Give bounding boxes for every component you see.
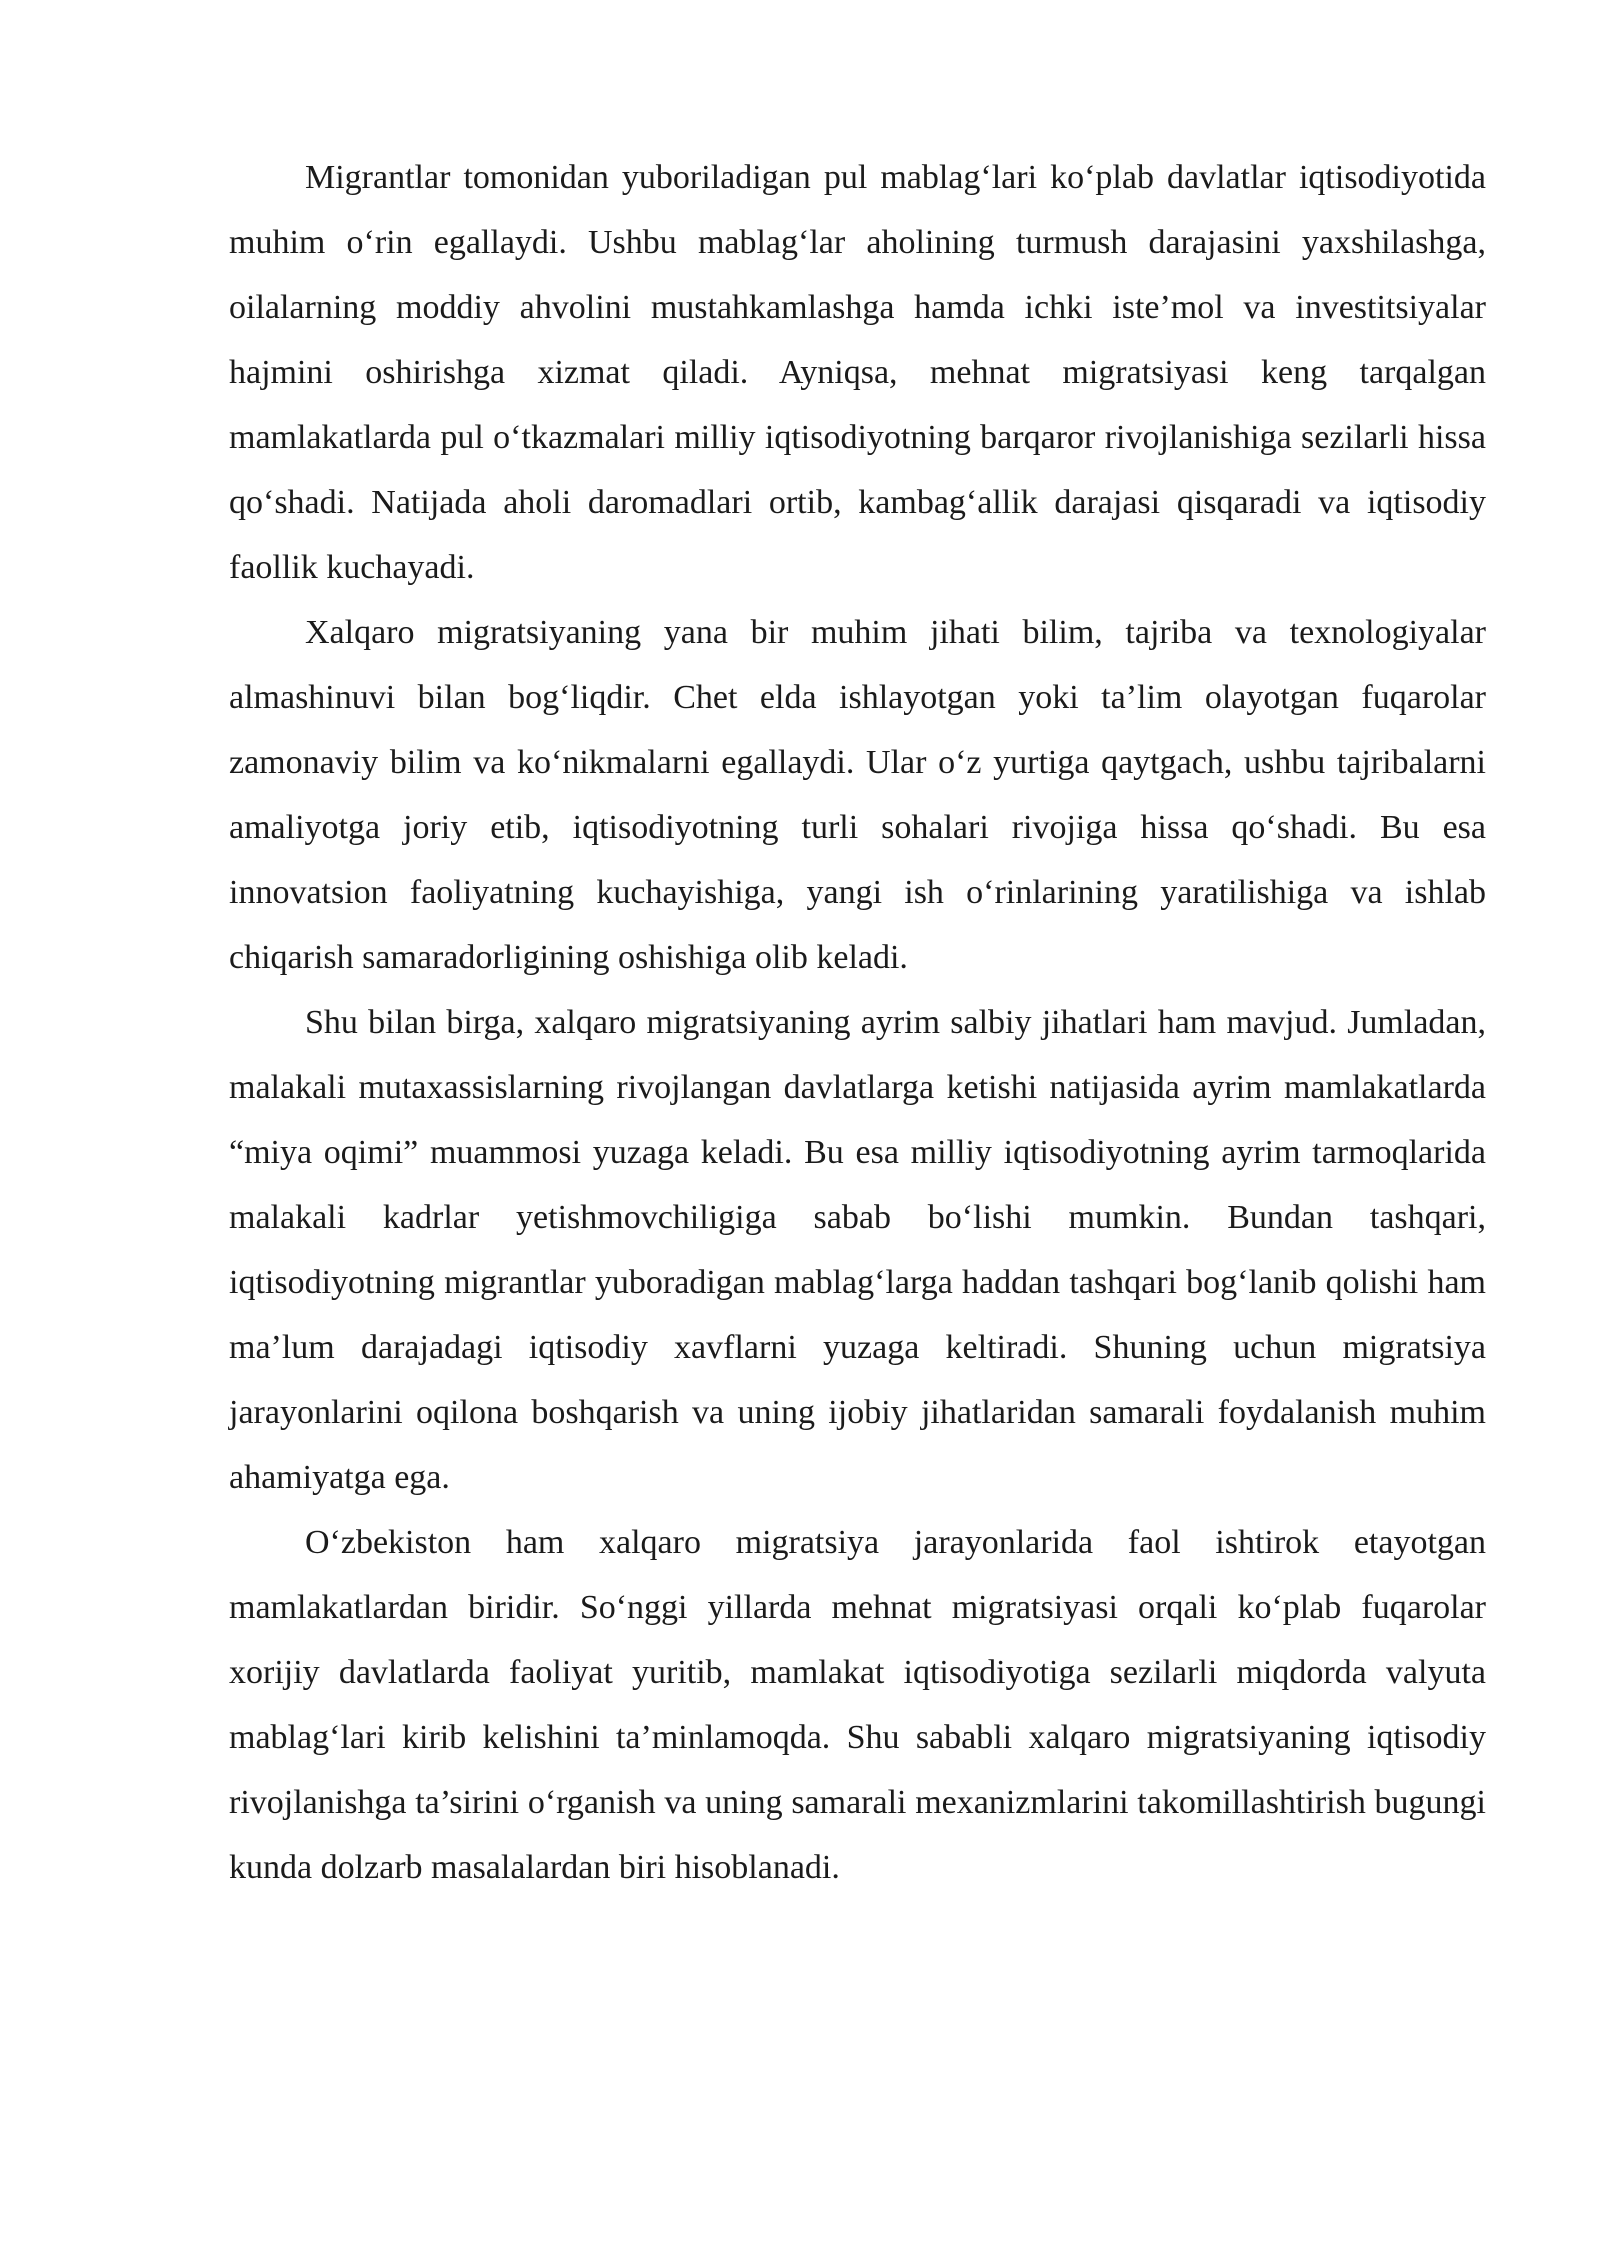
body-text — [229, 145, 1486, 1900]
paragraph-uzbekistan: O‘zbekiston ham xalqaro migratsiya jarayonlarida faol ishtirok etayotgan mamlakatlardan biridir. So‘nggi yillarda mehnat migratsiyasi orqali ko‘plab fuqarolar xorijiy davlatlarda faoliyat yuritib, mamlakat iqtisodiyotiga sezilarli miqdorda valyuta mablag‘lari kirib kelishini ta’minlamoqda. Shu sababli xalqaro migratsiyaning iqtisodiy rivojlanishga ta’sirini o‘rganish va uning samarali mexanizmlarini takomillashtirish bugungi kunda dolzarb masalalardan biri hisoblanadi. — [229, 1524, 1486, 1886]
paragraph-remittances: Migrantlar tomonidan yuboriladigan pul mablag‘lari ko‘plab davlatlar iqtisodiyotida muhim o‘rin egallaydi. Ushbu mablag‘lar aholining turmush darajasini yaxshilashga, oilalarning moddiy ahvolini mustahkamlashga hamda ichki iste’mol va investitsiyalar hajmini oshirishga xizmat qiladi. Ayniqsa, mehnat migratsiyasi keng tarqalgan mamlakatlarda pul o‘tkazmalari milliy iqtisodiyotning barqaror rivojlanishiga sezilarli hissa qo‘shadi. Natijada aholi daromadlari ortib, kambag‘allik darajasi qisqaradi va iqtisodiy faollik kuchayadi. — [229, 159, 1486, 586]
paragraph-negative-aspects: Shu bilan birga, xalqaro migratsiyaning ayrim salbiy jihatlari ham mavjud. Jumladan, malakali mutaxassislarning rivojlangan davlatlarga ketishi natijasida ayrim mamlakatlarda “miya oqimi” muammosi yuzaga keladi. Bu esa milliy iqtisodiyotning ayrim tarmoqlarida malakali kadrlar yetishmovchiligiga sabab bo‘lishi mumkin. Bundan tashqari, iqtisodiyotning migrantlar yuboradigan mablag‘larga haddan tashqari bog‘lanib qolishi ham ma’lum darajadagi iqtisodiy xavflarni yuzaga keltiradi. Shuning uchun migratsiya jarayonlarini oqilona boshqarish va uning ijobiy jihatlaridan samarali foydalanish muhim ahamiyatga ega. — [229, 1004, 1486, 1496]
paragraph-knowledge-exchange: Xalqaro migratsiyaning yana bir muhim jihati bilim, tajriba va texnologiyalar almashinuvi bilan bog‘liqdir. Chet elda ishlayotgan yoki ta’lim olayotgan fuqarolar zamonaviy bilim va ko‘nikmalarni egallaydi. Ular o‘z yurtiga qaytgach, ushbu tajribalarni amaliyotga joriy etib, iqtisodiyotning turli sohalari rivojiga hissa qo‘shadi. Bu esa innovatsion faoliyatning kuchayishiga, yangi ish o‘rinlarining yaratilishiga va ishlab chiqarish samaradorligining oshishiga olib keladi. — [229, 614, 1486, 976]
